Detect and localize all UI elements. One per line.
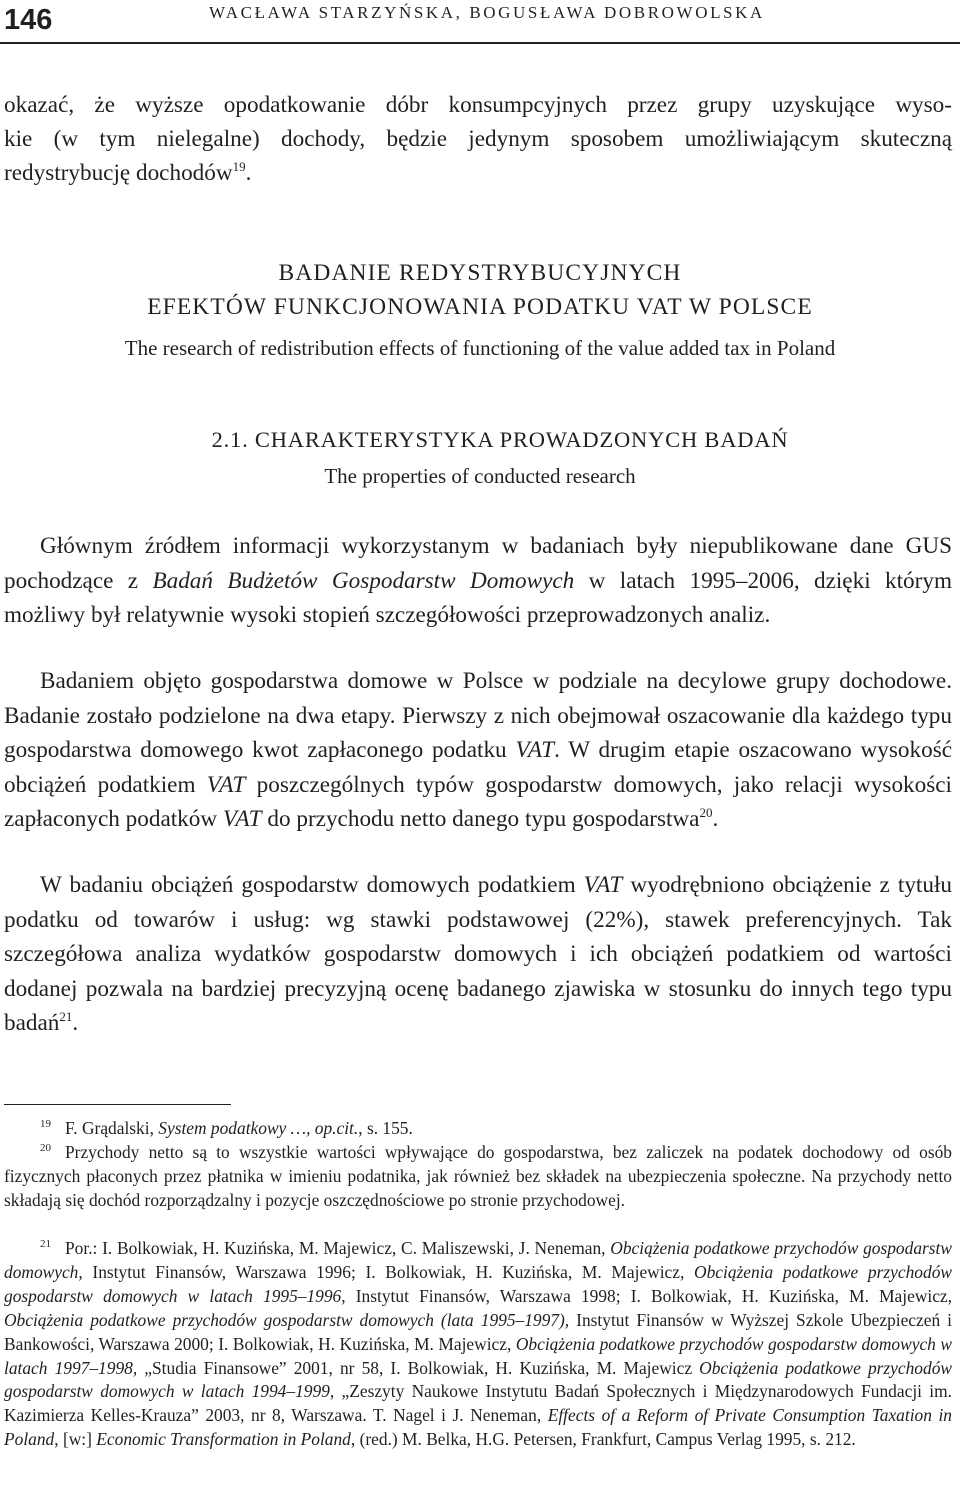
subsection-heading: 2.1. CHARAKTERYSTYKA PROWADZONYCH BADAŃ bbox=[211, 427, 789, 452]
footnote-number: 20 bbox=[40, 1142, 51, 1155]
footnote-20: $^{20}$ Przychody netto są to wszystkie wartości wpływające do gospodarstwa, bez zaliczek na podatek dochodowy od osób fizycznych płaconych przez płatnika w imieniu podatnika, jak również bez składek na ubezpieczenia społeczne. Na przychody netto składają się dochód rozporządzalny i pozycje oszczędnościowe po stronie przychodowej. bbox=[4, 1142, 952, 1210]
footnote-ref-19: 19 bbox=[232, 158, 246, 174]
intro-last-line: redystrybucję dochodów bbox=[4, 160, 233, 186]
subsection-subtitle: The properties of conducted research bbox=[324, 464, 636, 488]
footnote-number: 19 bbox=[40, 1118, 51, 1131]
body-paragraph-1: Głównym źródłem informacji wykorzystanym w badaniach były niepublikowane dane GUS pochodzące z Badań Budżetów Gospodarstw Domowych w latach 1995‒2006, dzięki którym możliwy był relatywnie wysoki stopień szczegółowości przeprowadzonych analiz. bbox=[4, 533, 952, 629]
section-subtitle: The research of redistribution effects of functioning of the value added tax in Poland bbox=[124, 336, 836, 360]
footnote-ref-20: 20 bbox=[699, 805, 713, 821]
footnote-19: $^{19}$ F. Grądalski, System podatkowy …, op.cit., s. 155. bbox=[40, 1118, 413, 1138]
footnote-ref-21: 21 bbox=[59, 1009, 73, 1025]
section-heading-line-2: EFEKTÓW FUNKCJONOWANIA PODATKU VAT W POLSCE bbox=[147, 294, 813, 320]
intro-line-2: kie (w tym nielegalne) dochody, będzie jedynym sposobem umożliwiającym skuteczną bbox=[4, 126, 952, 152]
body-paragraph-3: W badaniu obciążeń gospodarstw domowych podatkiem VAT wyodrębniono obciążenie z tytułu podatku od towarów i usług: wg stawki podstawowej (22%), stawek preferencyjnych. Tak szczegółowa analiza wydatków gospodarstw domowych i ich obciążeń podatkiem od wartości dodanej pozwala na bardziej precyzyjną ocenę badanego zjawiska w stosunku do innych tego typu badań$^{21}$. bbox=[4, 872, 952, 1037]
page-header bbox=[0, 0, 960, 44]
page-number: 146 bbox=[4, 4, 53, 36]
intro-end: . bbox=[245, 160, 252, 186]
header-rule bbox=[0, 42, 960, 44]
section-heading-line-1: BADANIE REDYSTRYBUCYJNYCH bbox=[278, 260, 682, 286]
footnote-number: 21 bbox=[40, 1238, 51, 1251]
footnote-rule bbox=[4, 1104, 231, 1105]
italic-title: Badań Budżetów Gospodarstw Domowych bbox=[152, 567, 575, 594]
body-paragraph-2: Badaniem objęto gospodarstwa domowe w Polsce w podziale na decylowe grupy dochodowe. Badanie zostało podzielone na dwa etapy. Pierwszy z nich obejmował oszacowanie dla każdego typu gospodarstwa domowego kwot zapłaconego podatku VAT. W drugim etapie oszacowano wysokość obciążeń podatkiem VAT poszczególnych typów gospodarstw domowych, jako relacji wysokości zapłaconych podatków VAT do przychodu netto danego typu gospodarstwa$^{20}$. bbox=[4, 668, 953, 833]
running-head: WACŁAWA STARZYŃSKA, BOGUSŁAWA DOBROWOLSKA bbox=[209, 3, 765, 22]
footnote-21: $^{21}$ Por.: I. Bolkowiak, H. Kuzińska, M. Majewicz, C. Maliszewski, J. Neneman, Obciążenia podatkowe przychodów gospodarstw domowych, Instytut Finansów, Warszawa 1996; I. Bolkowiak, H. Kuzińska, M. Majewicz, Obciążenia podatkowe przychodów gospodarstw domowych w latach 1995‒1996, Instytut Finansów, Warszawa 1998; I. Bolkowiak, H. Kuzińska, M. Majewicz, Obciążenia podatkowe przychodów gospodarstw domowych (lata 1995‒1997), Instytut Finansów w Wyższej Szkole Ubezpieczeń i Bankowości, Warszawa 2000; I. Bolkowiak, H. Kuzińska, M. Majewicz, Obciążenia podatkowe przychodów gospodarstw domowych w latach 1997‒1998, „Studia Finansowe” 2001, nr 58, I. Bolkowiak, H. Kuzińska, M. Majewicz Obciążenia podatkowe przychodów gospodarstw domowych w latach 1994‒1999, „Zeszyty Naukowe Instytutu Badań Społecznych i Międzynarodowych Fundacji im. Kazimierza Kelles-Krauza” 2003, nr 8, Warszawa. T. Nagel i J. Neneman, Effects of a Reform of Private Consumption Taxation in Poland, [w:] Economic Transformation in Poland, (red.) M. Belka, H.G. Petersen, Frankfurt, Campus Verlag 1995, s. 212. bbox=[4, 1238, 953, 1450]
intro-line-1: okazać, że wyższe opodatkowanie dóbr konsumpcyjnych przez grupy uzyskujące wyso- bbox=[4, 92, 952, 118]
intro-line-3 bbox=[4, 156, 952, 191]
